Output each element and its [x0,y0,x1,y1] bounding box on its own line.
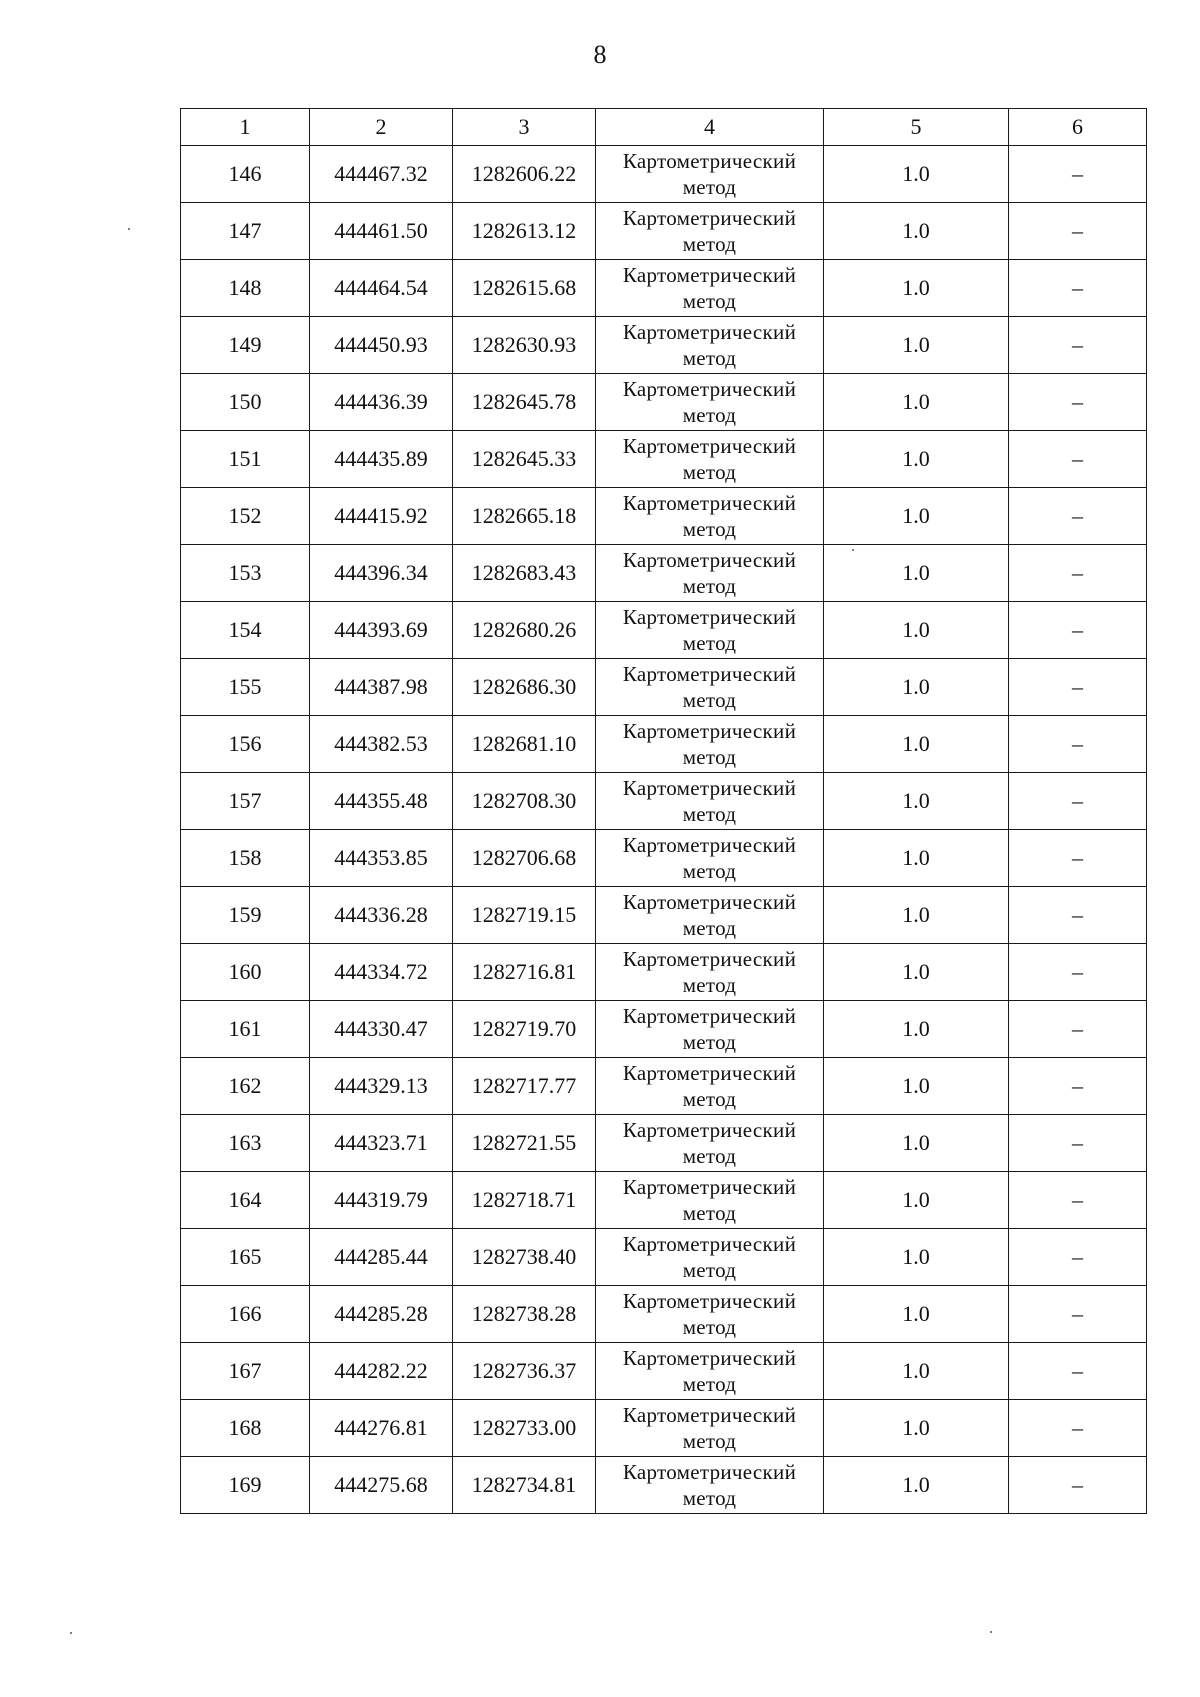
scan-speck [852,549,854,551]
point-number-cell: 152 [181,488,310,545]
method-text: Картометрический метод [622,719,797,769]
table-row [181,716,1147,773]
method-text: Картометрический метод [622,890,797,940]
method-cell [596,1172,824,1229]
y-coordinate-cell: 1282721.55 [453,1115,596,1172]
accuracy-cell: 1.0 [824,1400,1009,1457]
note-cell: – [1009,830,1147,887]
scan-speck [128,228,130,230]
table-row [181,887,1147,944]
point-number-cell: 168 [181,1400,310,1457]
method-text: Картометрический метод [622,1118,797,1168]
method-cell [596,431,824,488]
table-row [181,1001,1147,1058]
y-coordinate-cell: 1282665.18 [453,488,596,545]
accuracy-cell: 1.0 [824,1343,1009,1400]
point-number-cell: 163 [181,1115,310,1172]
method-cell [596,374,824,431]
x-coordinate-cell: 444319.79 [310,1172,453,1229]
method-cell [596,488,824,545]
method-cell [596,146,824,203]
x-coordinate-cell: 444382.53 [310,716,453,773]
note-cell: – [1009,1001,1147,1058]
y-coordinate-cell: 1282645.78 [453,374,596,431]
method-cell [596,659,824,716]
method-text: Картометрический метод [622,320,797,370]
note-cell: – [1009,260,1147,317]
accuracy-cell: 1.0 [824,887,1009,944]
point-number-cell: 147 [181,203,310,260]
note-cell: – [1009,317,1147,374]
coordinates-table [180,108,1147,1514]
note-cell: – [1009,1457,1147,1514]
method-text: Картометрический метод [622,206,797,256]
table-row [181,830,1147,887]
accuracy-cell: 1.0 [824,602,1009,659]
table-row [181,146,1147,203]
x-coordinate-cell: 444336.28 [310,887,453,944]
y-coordinate-cell: 1282736.37 [453,1343,596,1400]
method-text: Картометрический метод [622,605,797,655]
method-cell [596,1229,824,1286]
x-coordinate-cell: 444282.22 [310,1343,453,1400]
note-cell: – [1009,716,1147,773]
y-coordinate-cell: 1282681.10 [453,716,596,773]
accuracy-cell: 1.0 [824,830,1009,887]
point-number-cell: 157 [181,773,310,830]
point-number-cell: 162 [181,1058,310,1115]
table-row [181,488,1147,545]
method-text: Картометрический метод [622,776,797,826]
note-cell: – [1009,1058,1147,1115]
accuracy-cell: 1.0 [824,260,1009,317]
x-coordinate-cell: 444276.81 [310,1400,453,1457]
x-coordinate-cell: 444387.98 [310,659,453,716]
table-row [181,545,1147,602]
table-row [181,260,1147,317]
y-coordinate-cell: 1282738.28 [453,1286,596,1343]
x-coordinate-cell: 444285.28 [310,1286,453,1343]
table-row [181,1457,1147,1514]
scan-speck [70,1632,72,1634]
header-cell-6: 6 [1009,109,1147,146]
method-cell [596,545,824,602]
method-text: Картометрический метод [622,1061,797,1111]
y-coordinate-cell: 1282686.30 [453,659,596,716]
note-cell: – [1009,203,1147,260]
y-coordinate-cell: 1282683.43 [453,545,596,602]
y-coordinate-cell: 1282718.71 [453,1172,596,1229]
y-coordinate-cell: 1282606.22 [453,146,596,203]
accuracy-cell: 1.0 [824,317,1009,374]
accuracy-cell: 1.0 [824,944,1009,1001]
header-row [181,109,1147,146]
table-row [181,602,1147,659]
accuracy-cell: 1.0 [824,1229,1009,1286]
y-coordinate-cell: 1282719.15 [453,887,596,944]
x-coordinate-cell: 444329.13 [310,1058,453,1115]
method-cell [596,830,824,887]
table-row [181,317,1147,374]
method-cell [596,1286,824,1343]
accuracy-cell: 1.0 [824,773,1009,830]
method-text: Картометрический метод [622,377,797,427]
note-cell: – [1009,545,1147,602]
note-cell: – [1009,146,1147,203]
method-text: Картометрический метод [622,1232,797,1282]
point-number-cell: 149 [181,317,310,374]
table-row [181,1400,1147,1457]
y-coordinate-cell: 1282680.26 [453,602,596,659]
y-coordinate-cell: 1282734.81 [453,1457,596,1514]
header-cell-3: 3 [453,109,596,146]
point-number-cell: 153 [181,545,310,602]
method-cell [596,1115,824,1172]
y-coordinate-cell: 1282719.70 [453,1001,596,1058]
note-cell: – [1009,773,1147,830]
method-cell [596,773,824,830]
method-text: Картометрический метод [622,947,797,997]
y-coordinate-cell: 1282716.81 [453,944,596,1001]
note-cell: – [1009,1229,1147,1286]
table-row [181,1343,1147,1400]
scan-speck [990,1631,992,1633]
table-row [181,374,1147,431]
x-coordinate-cell: 444450.93 [310,317,453,374]
page-number: 8 [593,40,607,69]
method-text: Картометрический метод [622,149,797,199]
method-text: Картометрический метод [622,1175,797,1225]
x-coordinate-cell: 444353.85 [310,830,453,887]
method-text: Картометрический метод [622,833,797,883]
point-number-cell: 160 [181,944,310,1001]
method-cell [596,602,824,659]
x-coordinate-cell: 444393.69 [310,602,453,659]
y-coordinate-cell: 1282645.33 [453,431,596,488]
method-cell [596,1343,824,1400]
table-row [181,1229,1147,1286]
accuracy-cell: 1.0 [824,374,1009,431]
header-cell-5: 5 [824,109,1009,146]
y-coordinate-cell: 1282615.68 [453,260,596,317]
method-cell [596,1001,824,1058]
accuracy-cell: 1.0 [824,146,1009,203]
x-coordinate-cell: 444334.72 [310,944,453,1001]
method-cell [596,1400,824,1457]
y-coordinate-cell: 1282613.12 [453,203,596,260]
method-cell [596,716,824,773]
point-number-cell: 156 [181,716,310,773]
note-cell: – [1009,1172,1147,1229]
x-coordinate-cell: 444464.54 [310,260,453,317]
accuracy-cell: 1.0 [824,1058,1009,1115]
point-number-cell: 154 [181,602,310,659]
table-row [181,1115,1147,1172]
accuracy-cell: 1.0 [824,431,1009,488]
table-row [181,773,1147,830]
table-row [181,1172,1147,1229]
method-text: Картометрический метод [622,548,797,598]
y-coordinate-cell: 1282630.93 [453,317,596,374]
note-cell: – [1009,602,1147,659]
x-coordinate-cell: 444415.92 [310,488,453,545]
note-cell: – [1009,1343,1147,1400]
method-text: Картометрический метод [622,263,797,313]
table-row [181,203,1147,260]
point-number-cell: 159 [181,887,310,944]
table-row [181,431,1147,488]
point-number-cell: 158 [181,830,310,887]
method-cell [596,260,824,317]
y-coordinate-cell: 1282738.40 [453,1229,596,1286]
method-cell [596,317,824,374]
point-number-cell: 167 [181,1343,310,1400]
accuracy-cell: 1.0 [824,488,1009,545]
accuracy-cell: 1.0 [824,203,1009,260]
method-cell [596,203,824,260]
method-cell [596,944,824,1001]
x-coordinate-cell: 444436.39 [310,374,453,431]
method-cell [596,887,824,944]
x-coordinate-cell: 444285.44 [310,1229,453,1286]
point-number-cell: 161 [181,1001,310,1058]
note-cell: – [1009,887,1147,944]
accuracy-cell: 1.0 [824,1115,1009,1172]
x-coordinate-cell: 444355.48 [310,773,453,830]
header-cell-2: 2 [310,109,453,146]
method-text: Картометрический метод [622,1346,797,1396]
method-text: Картометрический метод [622,1460,797,1510]
accuracy-cell: 1.0 [824,1457,1009,1514]
note-cell: – [1009,659,1147,716]
x-coordinate-cell: 444396.34 [310,545,453,602]
method-text: Картометрический метод [622,1004,797,1054]
point-number-cell: 146 [181,146,310,203]
accuracy-cell: 1.0 [824,1001,1009,1058]
x-coordinate-cell: 444330.47 [310,1001,453,1058]
note-cell: – [1009,1115,1147,1172]
point-number-cell: 165 [181,1229,310,1286]
y-coordinate-cell: 1282733.00 [453,1400,596,1457]
note-cell: – [1009,431,1147,488]
method-text: Картометрический метод [622,1403,797,1453]
method-cell [596,1457,824,1514]
accuracy-cell: 1.0 [824,1172,1009,1229]
y-coordinate-cell: 1282706.68 [453,830,596,887]
note-cell: – [1009,1400,1147,1457]
accuracy-cell: 1.0 [824,659,1009,716]
y-coordinate-cell: 1282717.77 [453,1058,596,1115]
x-coordinate-cell: 444323.71 [310,1115,453,1172]
point-number-cell: 151 [181,431,310,488]
x-coordinate-cell: 444435.89 [310,431,453,488]
table-body [181,109,1147,1514]
point-number-cell: 164 [181,1172,310,1229]
method-text: Картометрический метод [622,491,797,541]
note-cell: – [1009,374,1147,431]
accuracy-cell: 1.0 [824,716,1009,773]
method-text: Картометрический метод [622,434,797,484]
point-number-cell: 148 [181,260,310,317]
x-coordinate-cell: 444461.50 [310,203,453,260]
note-cell: – [1009,944,1147,1001]
table-row [181,944,1147,1001]
table-row [181,1058,1147,1115]
point-number-cell: 169 [181,1457,310,1514]
point-number-cell: 150 [181,374,310,431]
method-text: Картометрический метод [622,662,797,712]
x-coordinate-cell: 444467.32 [310,146,453,203]
point-number-cell: 155 [181,659,310,716]
table-row [181,1286,1147,1343]
x-coordinate-cell: 444275.68 [310,1457,453,1514]
note-cell: – [1009,488,1147,545]
method-text: Картометрический метод [622,1289,797,1339]
header-cell-1: 1 [181,109,310,146]
header-cell-4: 4 [596,109,824,146]
accuracy-cell: 1.0 [824,545,1009,602]
note-cell: – [1009,1286,1147,1343]
table-row [181,659,1147,716]
method-cell [596,1058,824,1115]
y-coordinate-cell: 1282708.30 [453,773,596,830]
point-number-cell: 166 [181,1286,310,1343]
accuracy-cell: 1.0 [824,1286,1009,1343]
